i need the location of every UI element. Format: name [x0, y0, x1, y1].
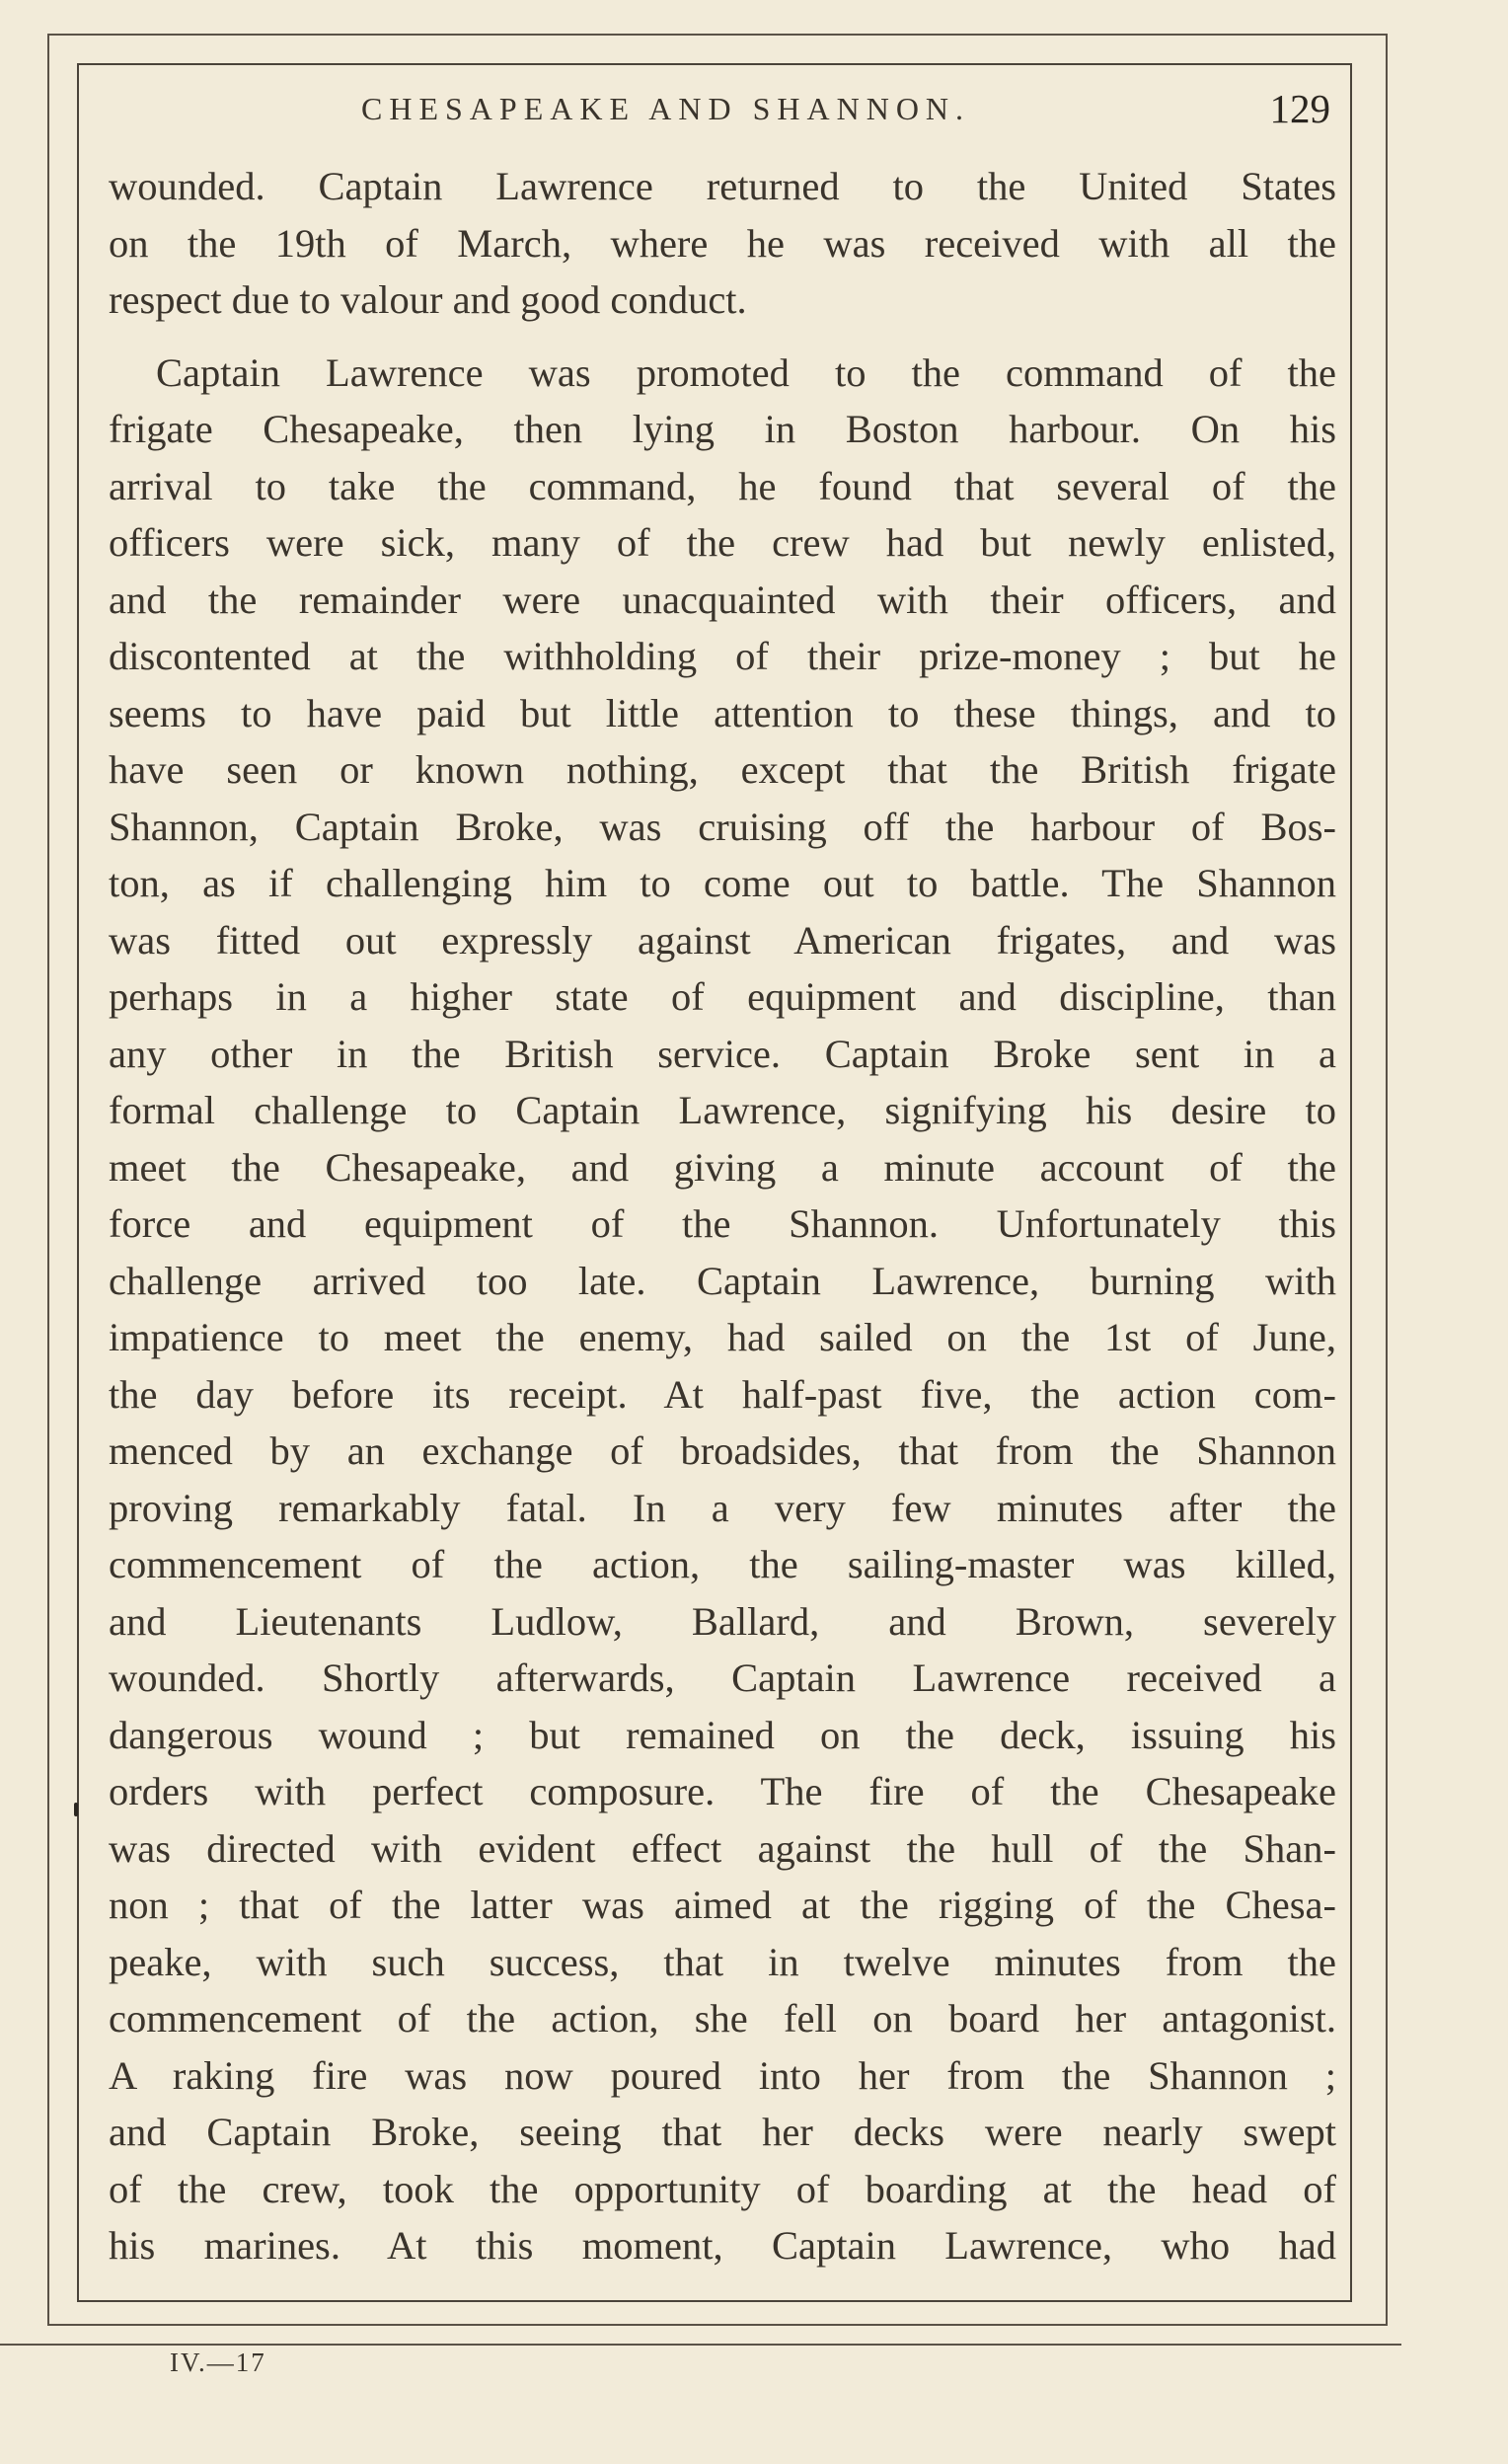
- text-line: was fitted out expressly against American frigates, and was: [109, 917, 1336, 962]
- page-number: 129: [1269, 86, 1330, 131]
- text-line: officers were sick, many of the crew had but newly enlisted,: [109, 520, 1336, 565]
- text-line: impatience to meet the enemy, had sailed on the 1st of June,: [109, 1315, 1336, 1359]
- text-line: peake, with such success, that in twelve minutes from the: [109, 1939, 1336, 1984]
- text-line: respect due to valour and good conduct.: [109, 277, 747, 322]
- body-text: [109, 158, 1336, 2274]
- text-line: of the crew, took the opportunity of boarding at the head of: [109, 2166, 1336, 2211]
- text-line: any other in the British service. Captain Broke sent in a: [109, 1031, 1336, 1076]
- text-line: have seen or known nothing, except that the British frigate: [109, 747, 1336, 792]
- text-line: menced by an exchange of broadsides, that from the Shannon: [109, 1428, 1336, 1473]
- text-line: commencement of the action, she fell on board her antagonist.: [109, 1996, 1336, 2040]
- text-line: proving remarkably fatal. In a very few minutes after the: [109, 1485, 1336, 1530]
- text-line: and Lieutenants Ludlow, Ballard, and Brown, severely: [109, 1598, 1336, 1644]
- text-line: dangerous wound ; but remained on the deck, issuing his: [109, 1712, 1336, 1757]
- text-line: discontented at the withholding of their prize-money ; but he: [109, 634, 1336, 678]
- paragraph-1: [109, 158, 1336, 329]
- margin-mark: [74, 1803, 78, 1816]
- text-line: non ; that of the latter was aimed at the rigging of the Chesa-: [109, 1883, 1336, 1927]
- text-line: was directed with evident effect against the hull of the Shan-: [109, 1825, 1336, 1871]
- text-line: formal challenge to Captain Lawrence, signifying his desire to: [109, 1088, 1336, 1132]
- text-line: perhaps in a higher state of equipment and discipline, than: [109, 974, 1336, 1019]
- text-line: wounded. Captain Lawrence returned to the United States: [109, 164, 1336, 208]
- text-line: A raking fire was now poured into her from the Shannon ;: [109, 2052, 1336, 2098]
- text-line: commencement of the action, the sailing-master was killed,: [109, 1542, 1336, 1586]
- signature-mark: IV.—17: [170, 2348, 266, 2377]
- paragraph-2: [109, 345, 1336, 2274]
- text-line: ton, as if challenging him to come out to battle. The Shannon: [109, 861, 1336, 905]
- text-line: Captain Lawrence was promoted to the command of the: [156, 349, 1336, 395]
- running-head: [77, 85, 1330, 144]
- text-line: orders with perfect composure. The fire of the Chesapeake: [109, 1769, 1336, 1813]
- text-line: meet the Chesapeake, and giving a minute account of the: [109, 1144, 1336, 1190]
- text-line: arrival to take the command, he found that several of the: [109, 463, 1336, 508]
- text-line: force and equipment of the Shannon. Unfortunately this: [109, 1201, 1336, 1246]
- text-line: and Captain Broke, seeing that her decks were nearly swept: [109, 2110, 1336, 2154]
- bottom-rule: [0, 2344, 1401, 2346]
- text-line: on the 19th of March, where he was received with all the: [109, 220, 1336, 266]
- text-line: challenge arrived too late. Captain Lawrence, burning with: [109, 1258, 1336, 1303]
- running-title: CHESAPEAKE AND SHANNON.: [361, 91, 971, 126]
- text-line: and the remainder were unacquainted with their officers, and: [109, 577, 1336, 622]
- text-line: wounded. Shortly afterwards, Captain Lawrence received a: [109, 1656, 1336, 1700]
- text-line: his marines. At this moment, Captain Lawrence, who had: [109, 2223, 1336, 2268]
- text-line: Shannon, Captain Broke, was cruising off the harbour of Bos-: [109, 804, 1336, 849]
- text-line: seems to have paid but little attention to these things, and to: [109, 690, 1336, 735]
- text-line: frigate Chesapeake, then lying in Boston harbour. On his: [109, 407, 1336, 451]
- text-line: the day before its receipt. At half-past five, the action com-: [109, 1371, 1336, 1417]
